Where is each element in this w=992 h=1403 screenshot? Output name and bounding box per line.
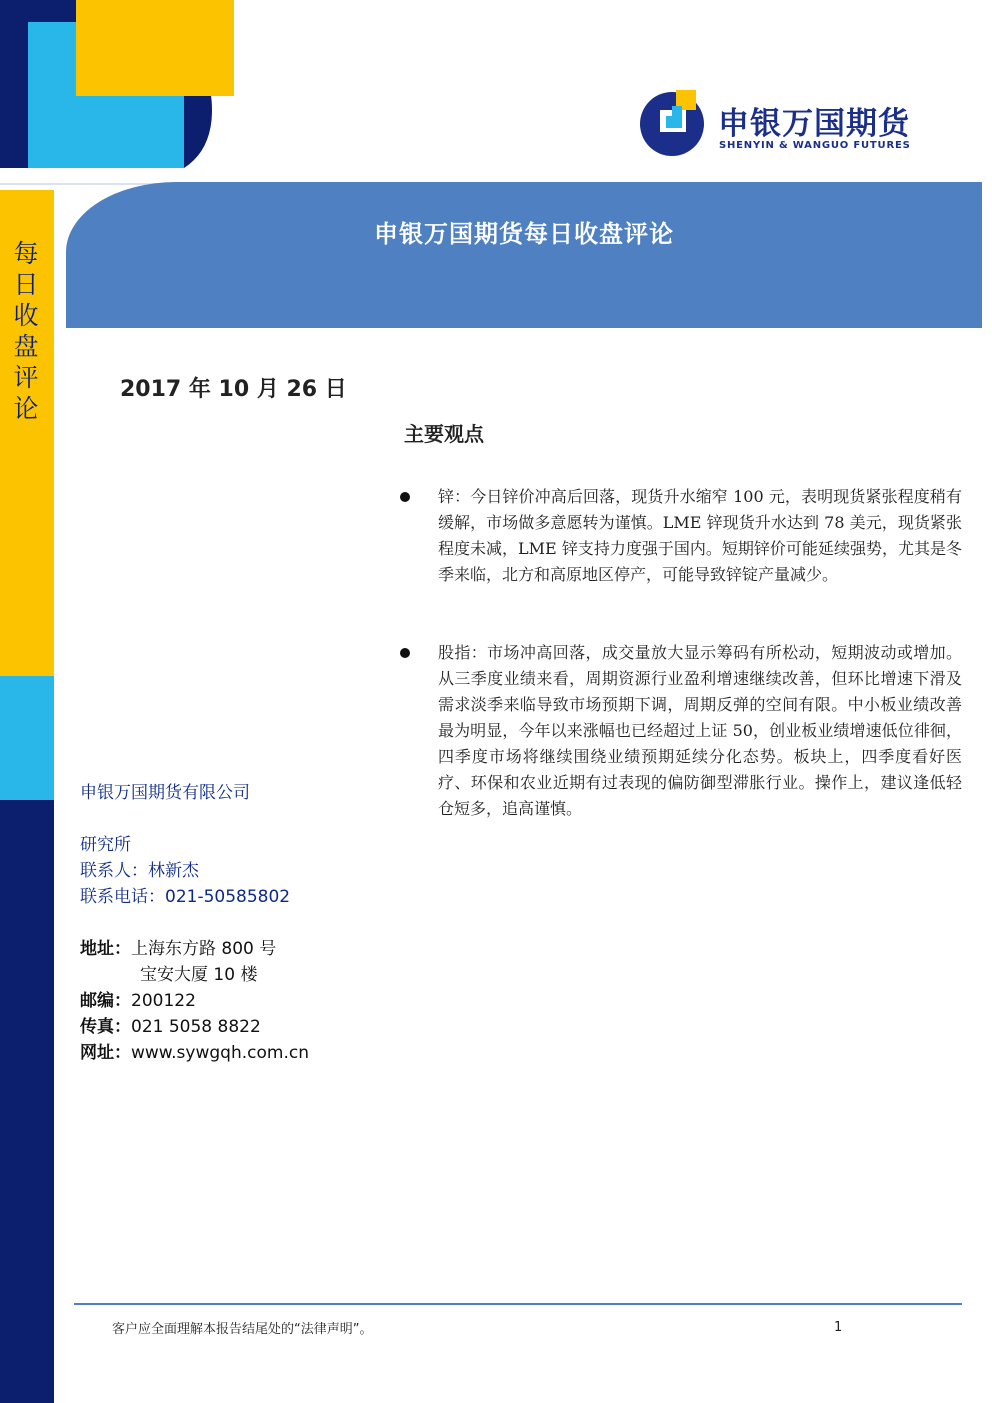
department: 研究所	[80, 835, 131, 855]
fax	[80, 1012, 261, 1037]
legal-notice: 客户应全面理解本报告结尾处的“法律声明”。	[112, 1322, 373, 1337]
sidebar-cyan-band	[0, 676, 54, 800]
address-label: 地址：	[80, 939, 131, 959]
sidebar-navy-band	[0, 800, 54, 1403]
address-line-2: 宝安大厦 10 楼	[140, 965, 258, 985]
fax-label: 传真：	[80, 1017, 131, 1037]
footer-divider	[74, 1303, 962, 1305]
key-point-text: 股指：市场冲高回落，成交量放大显示筹码有所松动，短期波动或增加。从三季度业绩来看，周期资源行业盈利增速继续改善，但环比增速下滑及需求淡季来临导致市场预期下调，周期反弹的空间有限。中小板业绩改善最为明显，今年以来涨幅也已经超过上证 50，创业板业绩增速低位徘徊，四季度市场将继续围绕业绩预期延续分化态势。板块上，四季度看好医疗、环保和农业近期有过表现的偏防御型滞胀行业。操作上，建议逢低轻仓短多，追高谨慎。	[438, 643, 962, 818]
postcode-label: 邮编：	[80, 991, 131, 1011]
logo-mark-icon	[638, 88, 710, 160]
bullet-icon	[400, 648, 410, 658]
company-name: 申银万国期货有限公司	[80, 783, 250, 803]
address-line-1	[80, 934, 276, 959]
contact-person: 联系人：林新杰	[80, 861, 199, 881]
report-title: 申银万国期货每日收盘评论	[374, 220, 674, 248]
fax-value: 021 5058 8822	[131, 1017, 261, 1037]
corner-decoration	[0, 0, 240, 190]
website	[80, 1038, 309, 1063]
address-value: 上海东方路 800 号	[131, 939, 277, 959]
logo-name-en: SHENYIN & WANGUO FUTURES	[719, 140, 911, 151]
bullet-icon	[400, 492, 410, 502]
key-point-text: 锌：今日锌价冲高后回落，现货升水缩窄 100 元，表明现货紧张程度稍有缓解，市场做多意愿转为谨慎。LME 锌现货升水达到 78 美元，现货紧张程度未减，LME 锌支持力度强于国内。短期锌价可能延续强势，尤其是冬季来临，北方和高原地区停产，可能导致锌锭产量减少。	[438, 487, 962, 584]
section-heading: 主要观点	[404, 422, 484, 446]
sidebar-label: 每日收盘评论	[10, 240, 39, 426]
page-number: 1	[834, 1320, 843, 1335]
website-link[interactable]: www.sywgqh.com.cn	[131, 1043, 309, 1063]
title-banner	[66, 182, 982, 328]
report-date: 2017 年 10 月 26 日	[120, 377, 347, 402]
postcode-value: 200122	[131, 991, 196, 1011]
logo-name-cn: 申银万国期货	[718, 106, 910, 142]
contact-phone: 联系电话：021-50585802	[80, 887, 291, 907]
website-label: 网址：	[80, 1043, 131, 1063]
postcode	[80, 986, 196, 1011]
company-logo	[638, 88, 918, 160]
